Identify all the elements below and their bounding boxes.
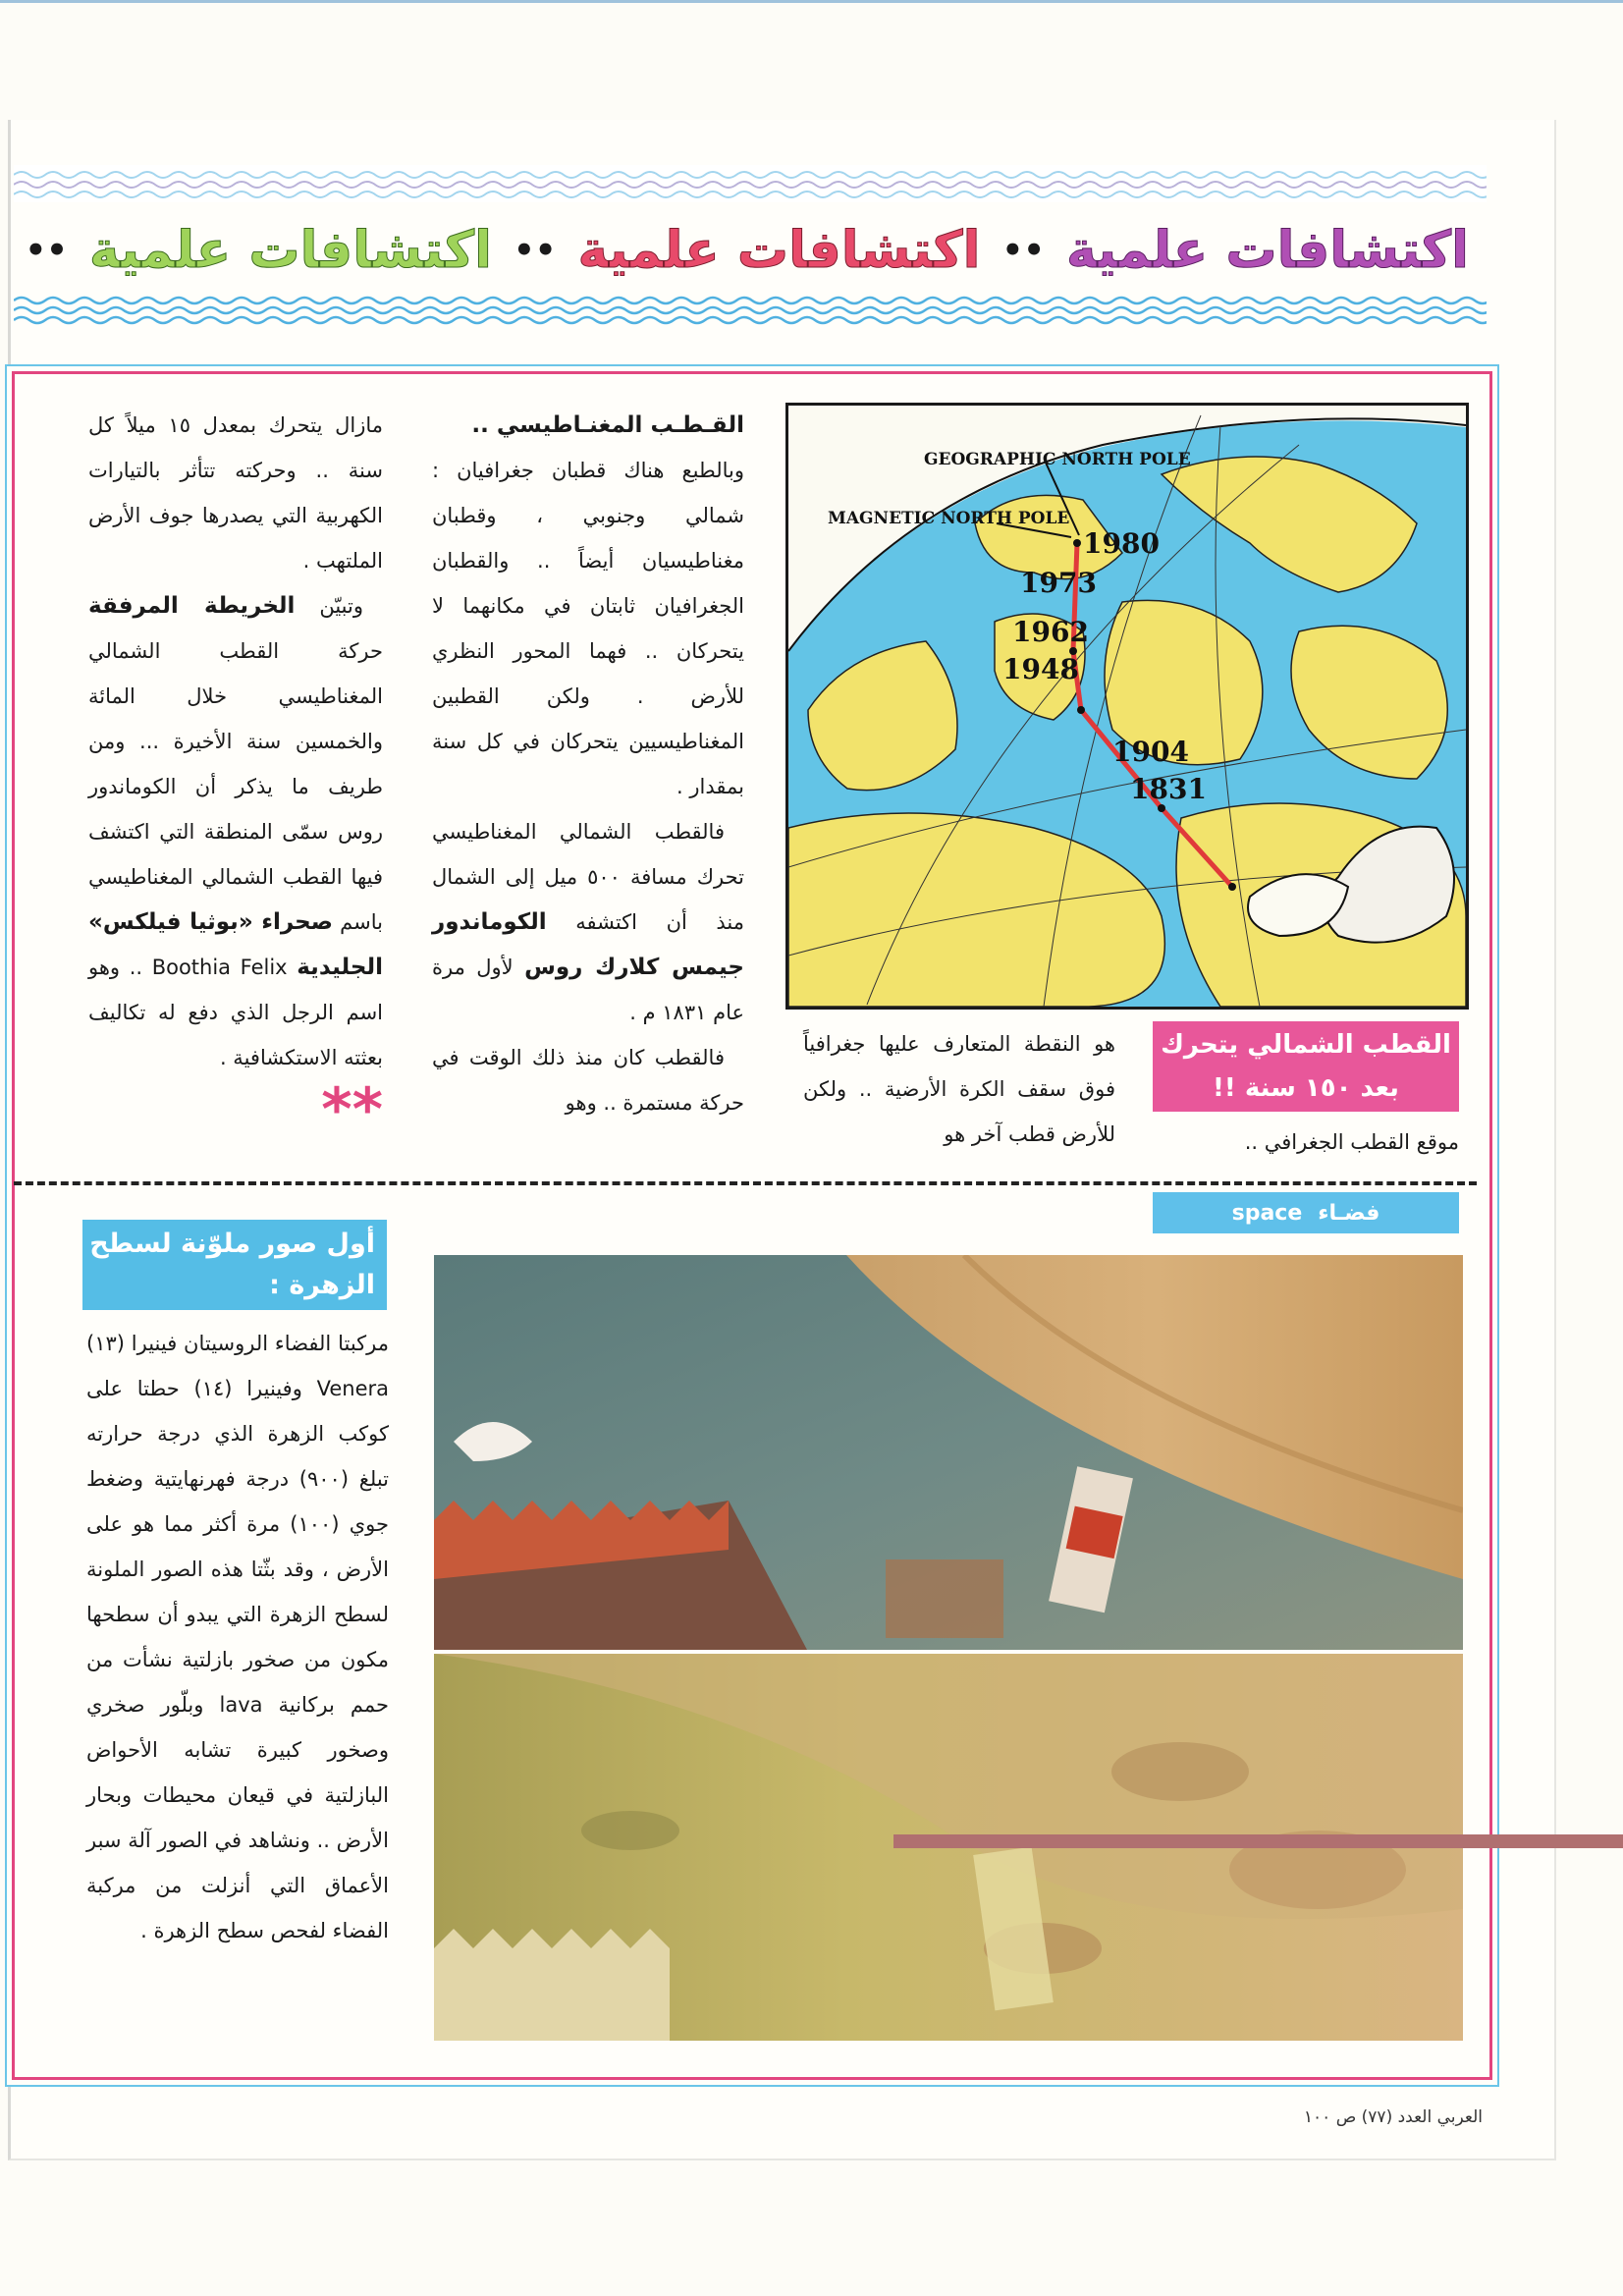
page-footer: العربي العدد (٧٧) ص ١٠٠: [1303, 2107, 1483, 2127]
attached-map-phrase: الخريطة المرفقة: [88, 593, 296, 619]
col-b-paragraph-2-end: وهو اسم الرجل الذي دفع له تكاليف بعثته الاستكشافية .: [88, 956, 383, 1069]
caption-continuation: هو النقطة المتعارف عليها جغرافياً فوق سقف الكرة الأرضية .. ولكن للأرض قطب آخر هو: [803, 1032, 1115, 1146]
boothia-felix-latin: Boothia Felix ..: [129, 956, 288, 979]
end-stars: **: [321, 1075, 383, 1144]
col-b-paragraph-2-start: وتبيّن: [319, 594, 363, 618]
year-1962: 1962: [1012, 616, 1089, 648]
magnetic-pole-label: MAGNETIC NORTH POLE: [828, 509, 1070, 528]
venus-photo-top: [434, 1255, 1463, 1650]
space-section-label: [1153, 1192, 1459, 1233]
header-separator-3: ••: [25, 231, 68, 270]
header-separator-1: ••: [1001, 231, 1045, 270]
venus-heading: أول صور ملوّنة لسطح الزهرة :: [82, 1220, 387, 1310]
section-header: [14, 165, 1487, 332]
year-1904: 1904: [1112, 736, 1189, 768]
article-column-left: [88, 403, 383, 1144]
venus-article-text: [86, 1321, 389, 1953]
year-1973: 1973: [1020, 567, 1097, 599]
top-rule: [0, 0, 1623, 3]
col-b-paragraph-1: مازال يتحرك بمعدل ١٥ ميلاً كل سنة .. وحركته تتأثر بالتيارات الكهربية التي يصدرها جوف الأرض الملتهب .: [88, 413, 383, 573]
header-title-2: اكتشافات علمية: [577, 221, 981, 280]
space-label-arabic: فضـاء: [1318, 1200, 1380, 1226]
dashed-divider: [14, 1181, 1477, 1185]
caption-tail-text: موقع القطب الجغرافي ..: [1244, 1130, 1459, 1154]
geographic-pole-label: GEOGRAPHIC NORTH POLE: [924, 450, 1191, 469]
year-1980: 1980: [1083, 527, 1160, 560]
boothia-felix-phrase: صحراء «بوثيا فيلكس» الجليدية: [88, 909, 383, 980]
header-title-3: اكتشافات علمية: [88, 221, 492, 280]
magnetic-pole-heading: القـطـب المغنـاطيسي ..: [471, 412, 744, 438]
year-1831: 1831: [1130, 773, 1207, 805]
year-1948: 1948: [1002, 653, 1079, 685]
venus-photographs: [434, 1255, 1463, 2041]
commander-ross-name: الكوماندور جيمس كلارك روس: [432, 909, 744, 980]
col-a-paragraph-2-end: لأول مرة عام ١٨٣١ م .: [432, 956, 744, 1024]
north-pole-map-drawing: [788, 406, 1466, 1007]
col-a-paragraph-2-start: فالقطب الشمالي المغناطيسي تحرك مسافة ٥٠٠ ميل إلى الشمال منذ أن اكتشفه: [432, 820, 745, 934]
wave-border-bottom: [14, 293, 1487, 330]
article-column-middle: [432, 403, 744, 1125]
col-a-paragraph-3: فالقطب كان منذ ذلك الوقت في حركة مستمرة .. وهو: [432, 1046, 744, 1115]
col-b-paragraph-2-mid: حركة القطب الشمالي المغناطيسي خلال المائة والخمسين سنة الأخيرة ... ومن طريف ما يذكر أن الكوماندور روس سمّى المنطقة التي اكتشف فيها القطب الشمالي المغناطيسي باسم: [88, 639, 383, 934]
pink-caption-box: [1153, 1021, 1459, 1112]
scan-streak: [893, 1834, 1623, 1848]
space-label-english: space: [1231, 1200, 1303, 1226]
north-pole-map: [785, 403, 1469, 1010]
pink-caption-line-2: بعد ١٥٠ سنة !!: [1213, 1073, 1399, 1103]
header-title-row: [14, 210, 1487, 291]
header-separator-2: ••: [513, 231, 557, 270]
header-title-1: اكتشافات علمية: [1065, 221, 1469, 280]
venus-body: مركبتا الفضاء الروسيتان فينيرا (١٣) Venera وفينيرا (١٤) حطتا على كوكب الزهرة الذي درجة حرارته تبلغ (٩٠٠) درجة فهرنهايتية وضغط جوي (١٠٠) مرة أكثر مما هو على الأرض ، وقد بثّتا هذه الصور الملونة لسطح الزهرة التي يبدو أن سطحها مكون من صخور بازلتية نشأت من حمم بركانية lava وبلّور صخري وصخور كبيرة تشابه الأحواض البازلتية في قيعان محيطات وبحار الأرض .. ونشاهد في الصور آلة سبر الأعماق التي أنزلت من مركبة الفضاء لفحص سطح الزهرة .: [86, 1332, 390, 1942]
pink-caption-line-1: القطب الشمالي يتحرك: [1161, 1030, 1451, 1060]
wave-border-top: [14, 165, 1487, 202]
col-a-paragraph-1: وبالطبع هناك قطبان جغرافيان : شمالي وجنوبي ، وقطبان مغناطيسيان أيضاً .. والقطبان الجغرافيان ثابتان في مكانهما لا يتحركان .. فهما المحور النظري للأرض . ولكن القطبين المغناطيسيين يتحركان في كل سنة بمقدار .: [432, 459, 744, 798]
